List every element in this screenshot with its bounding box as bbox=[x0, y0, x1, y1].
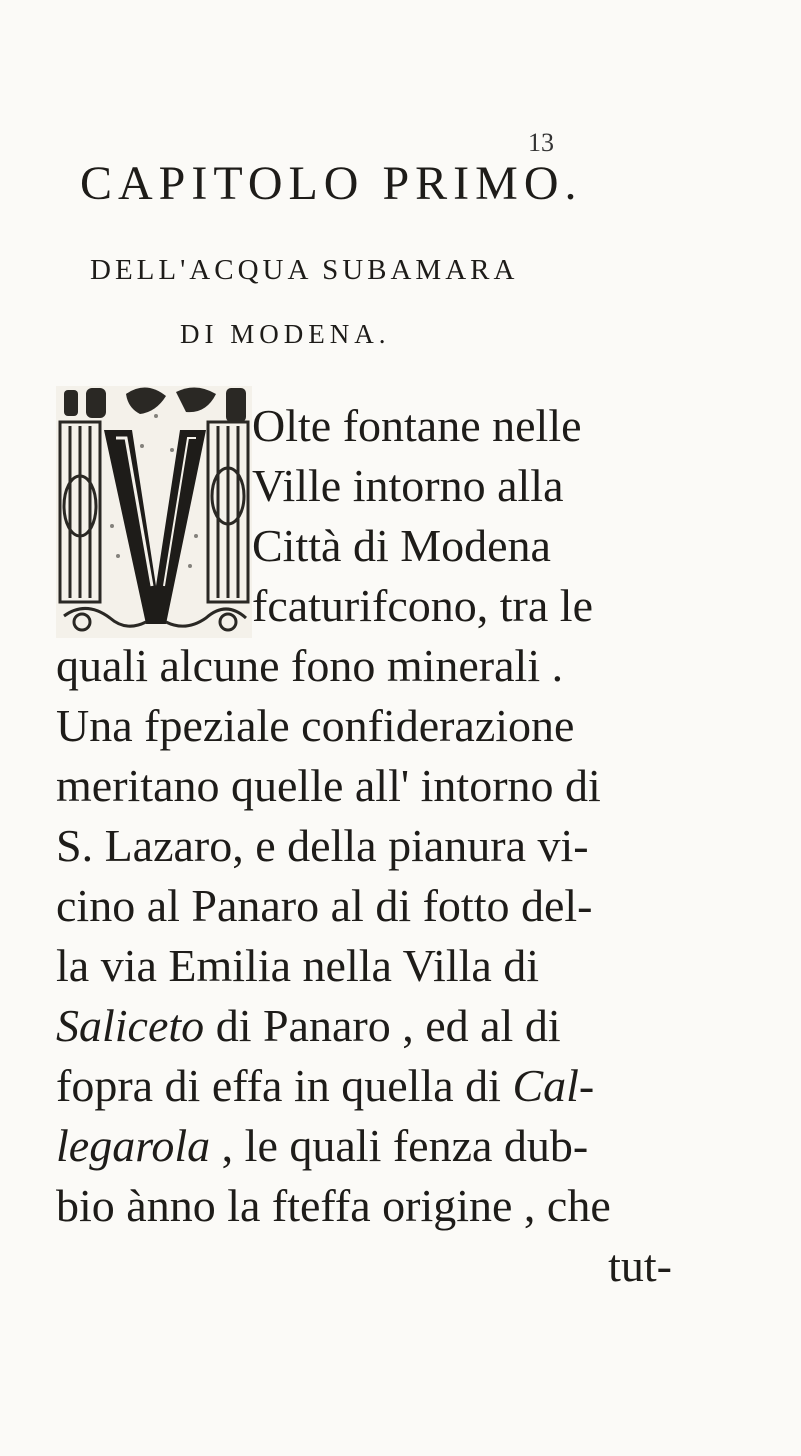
section-subtitle-location: DI MODENA. bbox=[180, 319, 391, 349]
text-line: meritano quelle all' intorno di bbox=[56, 760, 601, 811]
text-line: bio ànno la fteffa origine , che bbox=[56, 1180, 611, 1231]
text-line bbox=[56, 996, 728, 1056]
text-line bbox=[56, 1116, 728, 1176]
text-segment: , le quali fenza dub- bbox=[210, 1120, 589, 1171]
text-line: Città di Modena bbox=[252, 520, 551, 571]
place-name-italic: Cal- bbox=[512, 1060, 595, 1111]
text-line: fcaturifcono, tra le bbox=[252, 580, 593, 631]
text-line: Olte fontane nelle bbox=[252, 400, 582, 451]
text-line: Ville intorno alla bbox=[252, 460, 564, 511]
place-name-italic: Saliceto bbox=[56, 1000, 205, 1051]
text-segment: fopra di effa in quella di bbox=[56, 1060, 513, 1111]
text-line: Una fpeziale confiderazione bbox=[56, 700, 575, 751]
text-line: S. Lazaro, e della pianura vi- bbox=[56, 820, 589, 871]
text-line: la via Emilia nella Villa di bbox=[56, 940, 540, 991]
place-name-italic: legarola bbox=[56, 1120, 211, 1171]
chapter-title: CAPITOLO PRIMO. bbox=[80, 157, 583, 210]
text-line: quali alcune fono minerali . bbox=[56, 640, 564, 691]
text-line bbox=[56, 1056, 728, 1116]
catchword: tut- bbox=[608, 1240, 672, 1291]
body-text bbox=[56, 400, 728, 1296]
text-segment: di Panaro , ed al di bbox=[204, 1000, 561, 1051]
section-subtitle: DELL'ACQUA SUBAMARA bbox=[90, 254, 519, 286]
text-line: cino al Panaro al di fotto del- bbox=[56, 880, 593, 931]
page-number: 13 bbox=[528, 128, 554, 157]
